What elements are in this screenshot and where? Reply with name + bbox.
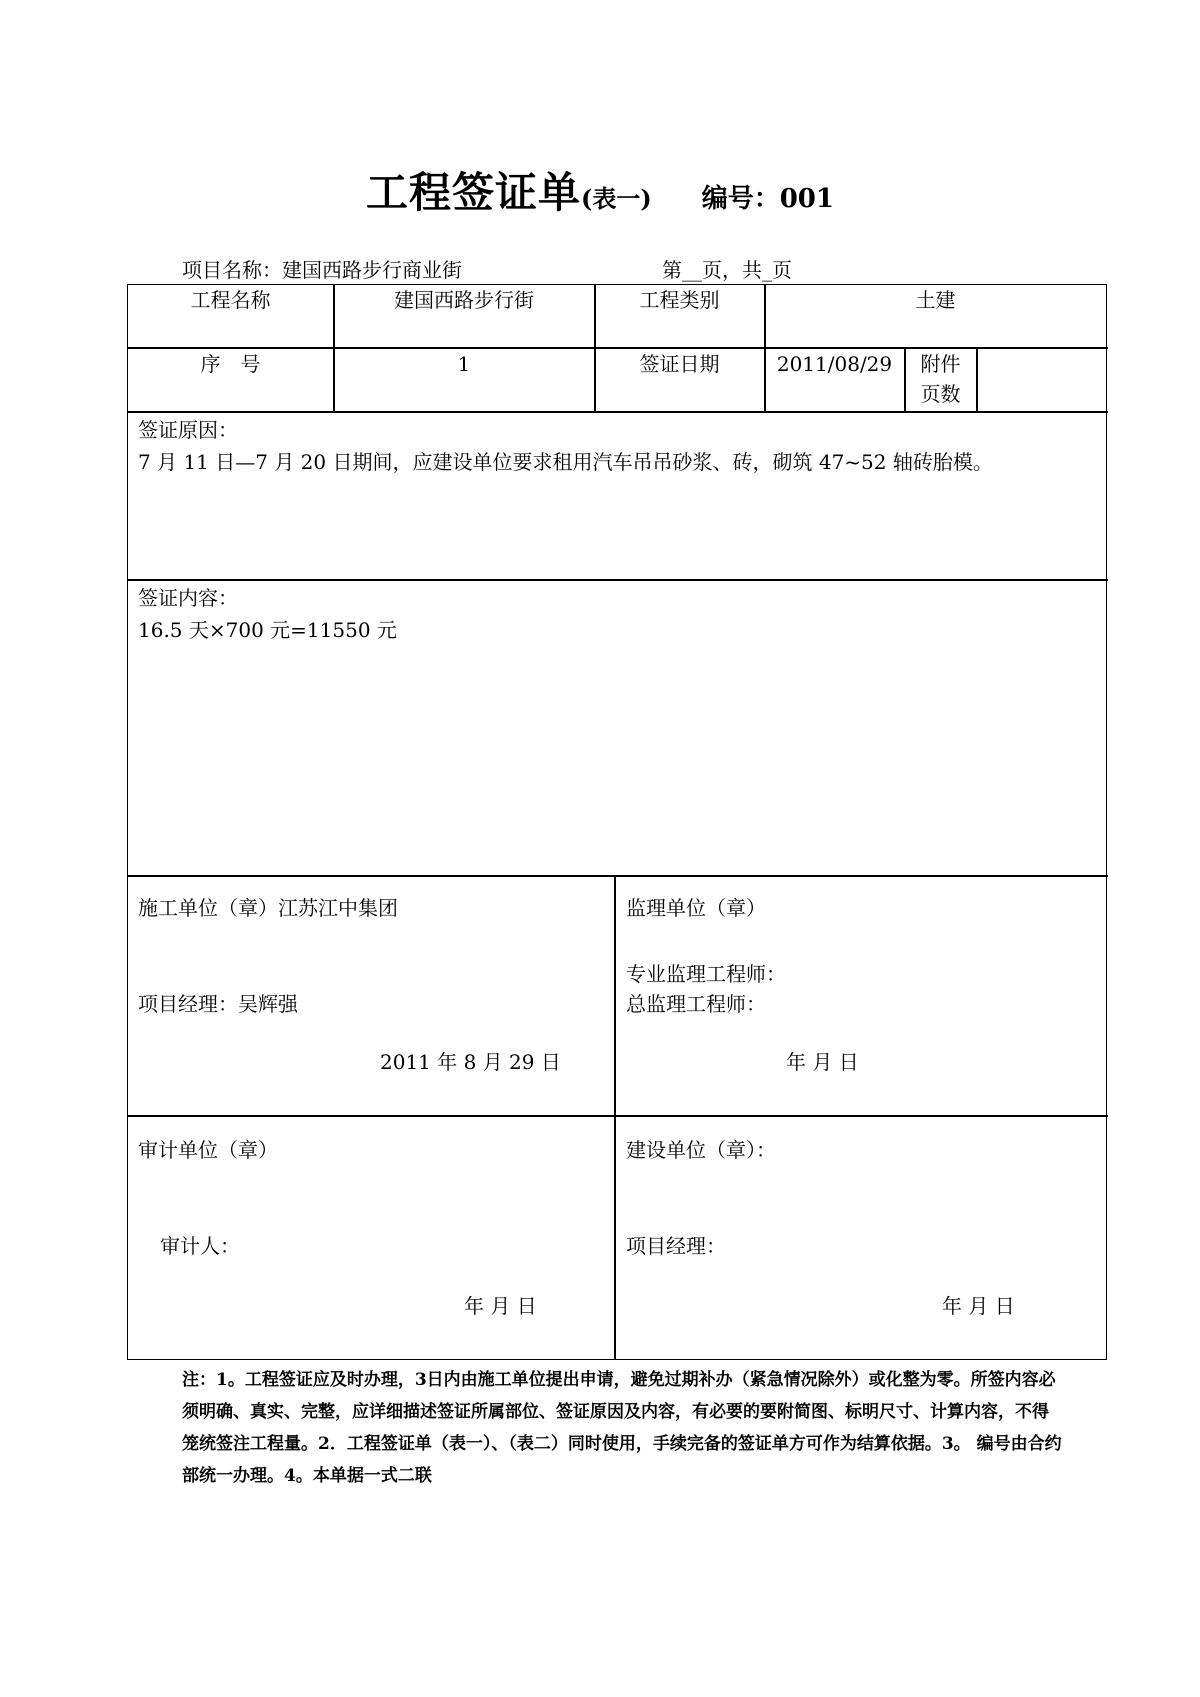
auditor: 审计人： (160, 1234, 240, 1258)
audit-date: 年 月 日 (464, 1294, 537, 1318)
label-project-name: 工程名称 (190, 288, 271, 312)
supervision-unit: 监理单位（章） (626, 896, 766, 920)
title-main: 工程签证单 (365, 168, 581, 217)
owner-date: 年 月 日 (942, 1294, 1015, 1318)
label-attachment (905, 349, 976, 409)
label-attachment-line1: 附件 (920, 352, 961, 376)
owner-manager: 项目经理： (626, 1234, 726, 1258)
label-visa-date: 签证日期 (639, 352, 720, 376)
audit-unit: 审计单位（章） (138, 1138, 278, 1162)
reason-text: 7 月 11 日—7 月 20 日期间，应建设单位要求租用汽车吊吊砂浆、砖，砌筑 47~52 轴砖胎模。 (138, 450, 993, 474)
page-count: 第__页，共_页 (662, 258, 792, 282)
visa-form-table (127, 284, 1107, 1360)
owner-unit: 建设单位（章）： (626, 1138, 776, 1162)
construction-manager: 项目经理：吴辉强 (138, 992, 298, 1016)
content-text: 16.5 天×700 元=11550 元 (138, 618, 397, 642)
value-serial: 1 (457, 352, 471, 376)
value-visa-date: 2011/08/29 (776, 352, 893, 376)
reason-label: 签证原因： (138, 418, 238, 442)
content-label: 签证内容： (138, 586, 238, 610)
footnotes: 注：1。工程签证应及时办理，3日内由施工单位提出申请，避免过期补办（紧急情况除外）或化整为零。所签内容必须明确、真实、完整，应详细描述签证所属部位、签证原因及内容，有必要的要附简图、标明尺寸、计算内容，不得笼统签注工程量。2．工程签证单（表一）、（表二）同时使用，手续完备的签证单方可作为结算依据。3。 编号由合约部统一办理。4。本单据一式二联 (182, 1370, 1062, 1486)
project-name: 项目名称：建国西路步行商业街 (182, 258, 462, 282)
document-title (0, 160, 1200, 220)
supervision-chief: 总监理工程师： (626, 992, 766, 1016)
construction-date: 2011 年 8 月 29 日 (380, 1050, 561, 1074)
title-sub: (表一) (581, 184, 652, 213)
supervision-engineer: 专业监理工程师： (626, 962, 786, 986)
label-attachment-line2: 页数 (920, 382, 961, 406)
label-serial: 序 号 (200, 352, 261, 376)
document-number: 编号：001 (701, 184, 834, 214)
supervision-date: 年 月 日 (786, 1050, 859, 1074)
construction-unit: 施工单位（章）江苏江中集团 (138, 896, 398, 920)
value-project-type: 土建 (915, 288, 956, 312)
label-project-type: 工程类别 (639, 288, 720, 312)
value-project-name: 建国西路步行街 (394, 288, 534, 312)
